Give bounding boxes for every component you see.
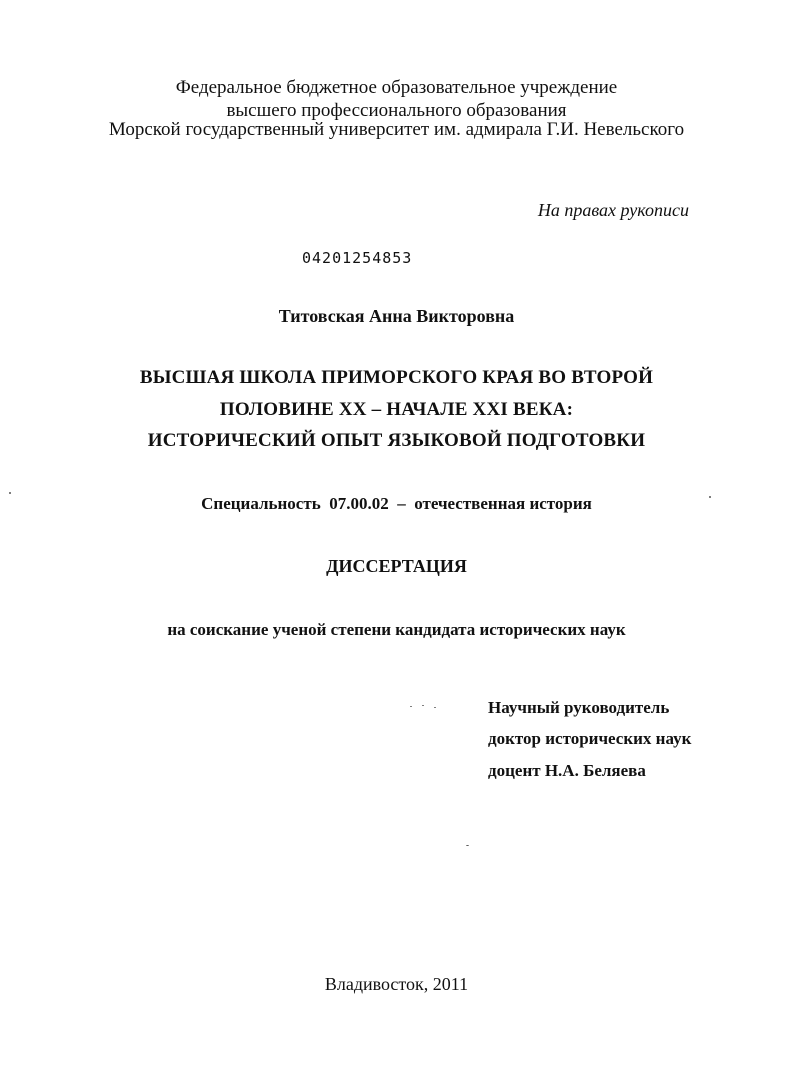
registration-code: 04201254853 bbox=[302, 249, 413, 267]
author-name: Титовская Анна Викторовна bbox=[278, 306, 515, 326]
document-type: ДИССЕРТАЦИЯ bbox=[326, 556, 467, 576]
scan-speck bbox=[410, 706, 412, 707]
dissertation-title-line-3: ИСТОРИЧЕСКИЙ ОПЫТ ЯЗЫКОВОЙ ПОДГОТОВКИ bbox=[147, 430, 646, 451]
place-and-year: Владивосток, 2011 bbox=[324, 974, 469, 994]
institution-line-1: Федеральное бюджетное образовательное учреждение bbox=[175, 77, 618, 98]
scan-speck bbox=[434, 707, 436, 708]
rights-note: На правах рукописи bbox=[537, 200, 689, 220]
institution-line-3: Морской государственный университет им. адмирала Г.И. Невельского bbox=[108, 119, 685, 140]
specialty: Специальность 07.00.02 – отечественная история bbox=[201, 494, 592, 513]
dissertation-title-line-1: ВЫСШАЯ ШКОЛА ПРИМОРСКОГО КРАЯ ВО ВТОРОЙ bbox=[139, 367, 654, 388]
degree-sought: на соискание ученой степени кандидата исторических наук bbox=[167, 620, 626, 639]
scan-speck bbox=[422, 705, 424, 706]
supervisor-degree: доктор исторических наук bbox=[488, 729, 692, 748]
scan-speck bbox=[9, 492, 11, 494]
scan-speck bbox=[709, 496, 711, 498]
dissertation-title-line-2: ПОЛОВИНЕ XX – НАЧАЛЕ XXI ВЕКА: bbox=[219, 399, 574, 420]
scan-speck bbox=[466, 845, 469, 846]
supervisor-name: доцент Н.А. Беляева bbox=[488, 761, 646, 780]
supervisor-role: Научный руководитель bbox=[488, 698, 670, 717]
institution-line-2: высшего профессионального образования bbox=[226, 100, 567, 121]
